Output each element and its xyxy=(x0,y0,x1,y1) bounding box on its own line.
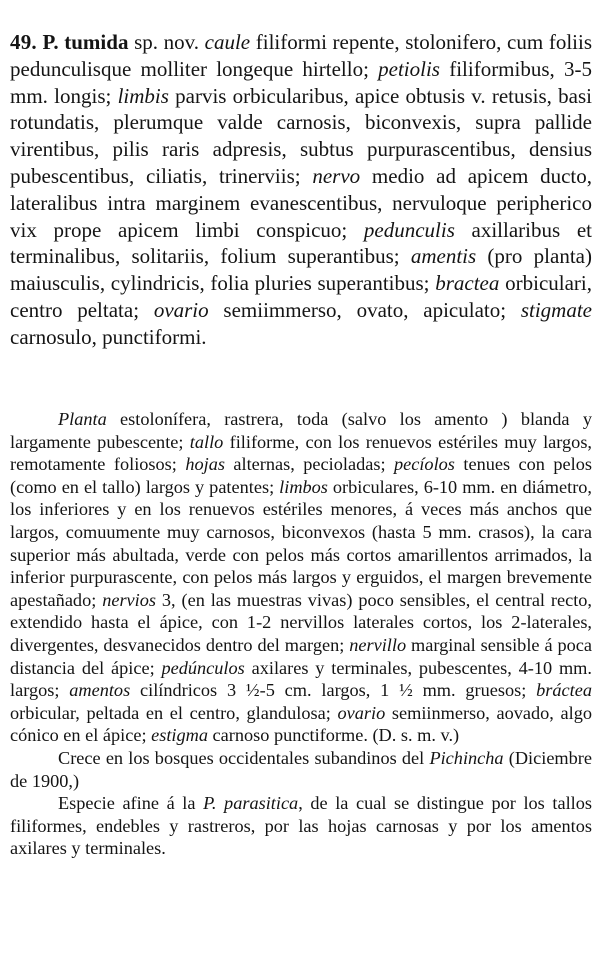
spanish-term: Planta xyxy=(58,409,107,429)
spanish-text: cilíndricos 3 ½-5 cm. largos, 1 ½ mm. gruesos; xyxy=(130,680,537,701)
spanish-text: tenues con pelos (como en el tallo) largos y patentes; xyxy=(10,454,592,497)
latin-term: caule xyxy=(204,30,251,54)
description-paragraph xyxy=(10,408,592,747)
spanish-term: limbos xyxy=(279,476,328,497)
spanish-text: marginal sensible á poca distancia del ápice; xyxy=(10,634,592,678)
locality-name: Pichincha xyxy=(429,747,504,768)
spanish-term: amentos xyxy=(69,680,131,701)
spanish-term: pecíolos xyxy=(393,454,455,475)
latin-text: axillaribus et terminalibus, solitariis, folium superantibus; xyxy=(10,217,592,269)
latin-text: semiimmerso, ovato, apiculato; xyxy=(208,297,521,322)
latin-term: ovario xyxy=(153,297,209,322)
spanish-text: carnoso punctiforme. (D. s. m. v.) xyxy=(207,725,460,746)
spanish-term: hojas xyxy=(185,454,225,475)
spanish-text: , de la cual se distingue por los tallos filiformes, endebles y rastreros, por las hojas carnosas y por los amentos axilares y terminales. xyxy=(10,793,592,859)
latin-text: parvis orbicularibus, apice obtusis v. retusis, basi rotundatis, plerumque valde carnosis, biconvexis, supra pallide virentibus, pilis raris adpresis, subtus purpurascentibus, densius pubescentibus, ciliatis, trinerviis; xyxy=(10,83,592,188)
spanish-term: nervios xyxy=(102,589,157,610)
latin-text: orbiculari, centro peltata; xyxy=(10,271,592,322)
spanish-text: Crece en los bosques occidentales subandinos del xyxy=(58,747,430,768)
spanish-description xyxy=(10,408,592,860)
latin-diagnosis xyxy=(10,29,592,351)
spanish-term: nervillo xyxy=(349,634,407,655)
spanish-text: (Diciembre de 1900,) xyxy=(10,747,592,791)
habitat-paragraph xyxy=(10,747,592,792)
species-number: 49. xyxy=(10,30,37,54)
latin-text: sp. nov. xyxy=(128,30,205,54)
spanish-text: semiinmerso, aovado, algo cónico en el ápice; xyxy=(10,702,592,746)
spanish-term: pedúnculos xyxy=(161,657,245,678)
latin-text: carnosulo, punctiformi. xyxy=(10,324,207,349)
spanish-text: orbicular, peltada en el centro, glandulosa; xyxy=(10,702,338,723)
latin-term: petiolis xyxy=(378,56,440,81)
latin-text: (pro planta) maiusculis, cylindricis, folia pluries superantibus; xyxy=(10,244,592,296)
latin-text: filiformibus, 3-5 mm. longis; xyxy=(10,56,592,108)
spanish-text: alternas, pecioladas; xyxy=(224,454,394,475)
latin-term: limbis xyxy=(117,83,169,108)
latin-text: filiformi repente, stolonifero, cum foliis pedunculisque molliter longeque hirtello; xyxy=(10,30,592,81)
latin-term: stigmate xyxy=(520,297,592,322)
spanish-text: axilares y terminales, pubescentes, 4-10 mm. largos; xyxy=(10,657,592,701)
latin-term: amentis xyxy=(410,244,477,269)
spanish-term: tallo xyxy=(189,431,224,452)
spanish-term: bráctea xyxy=(536,680,592,701)
spanish-term: ovario xyxy=(337,702,386,723)
latin-term: pedunculis xyxy=(363,217,455,242)
spanish-text: estolonífera, rastrera, toda (salvo los amento ) blanda y largamente pubescente; xyxy=(10,409,592,452)
affinity-paragraph xyxy=(10,792,592,860)
spanish-text: 3, (en las muestras vivas) poco sensibles, el central recto, extendido hasta el ápice, con 1-2 nervillos laterales cortos, los 2-laterales, divergentes, desvanecidos dentro del margen; xyxy=(10,589,592,655)
species-name: P. tumida xyxy=(42,30,129,54)
related-species: P. parasitica xyxy=(203,793,299,814)
spanish-term: estigma xyxy=(151,725,208,746)
spanish-text: filiforme, con los renuevos estériles muy largos, remotamente foliosos; xyxy=(10,431,593,475)
latin-term: nervo xyxy=(312,163,361,188)
spanish-text: Especie afine á la xyxy=(58,793,204,814)
latin-text: medio ad apicem ducto, lateralibus intra marginem evanescentibus, nervuloque peripherico vix prope apicem limbi conspicuo; xyxy=(10,163,592,242)
latin-term: bractea xyxy=(435,271,500,296)
spanish-text: orbiculares, 6-10 mm. en diámetro, los inferiores y en los renuevos estériles menores, á veces más anchos que largos, comuumente muy carnosos, biconvexos (hasta 5 mm. crasos), la cara superior más abultada, verde con pelos más cortos amarillentos arrimados, la inferior purpurascente, con pelos más largos y erguidos, el margen brevemente apestañado; xyxy=(10,476,592,610)
